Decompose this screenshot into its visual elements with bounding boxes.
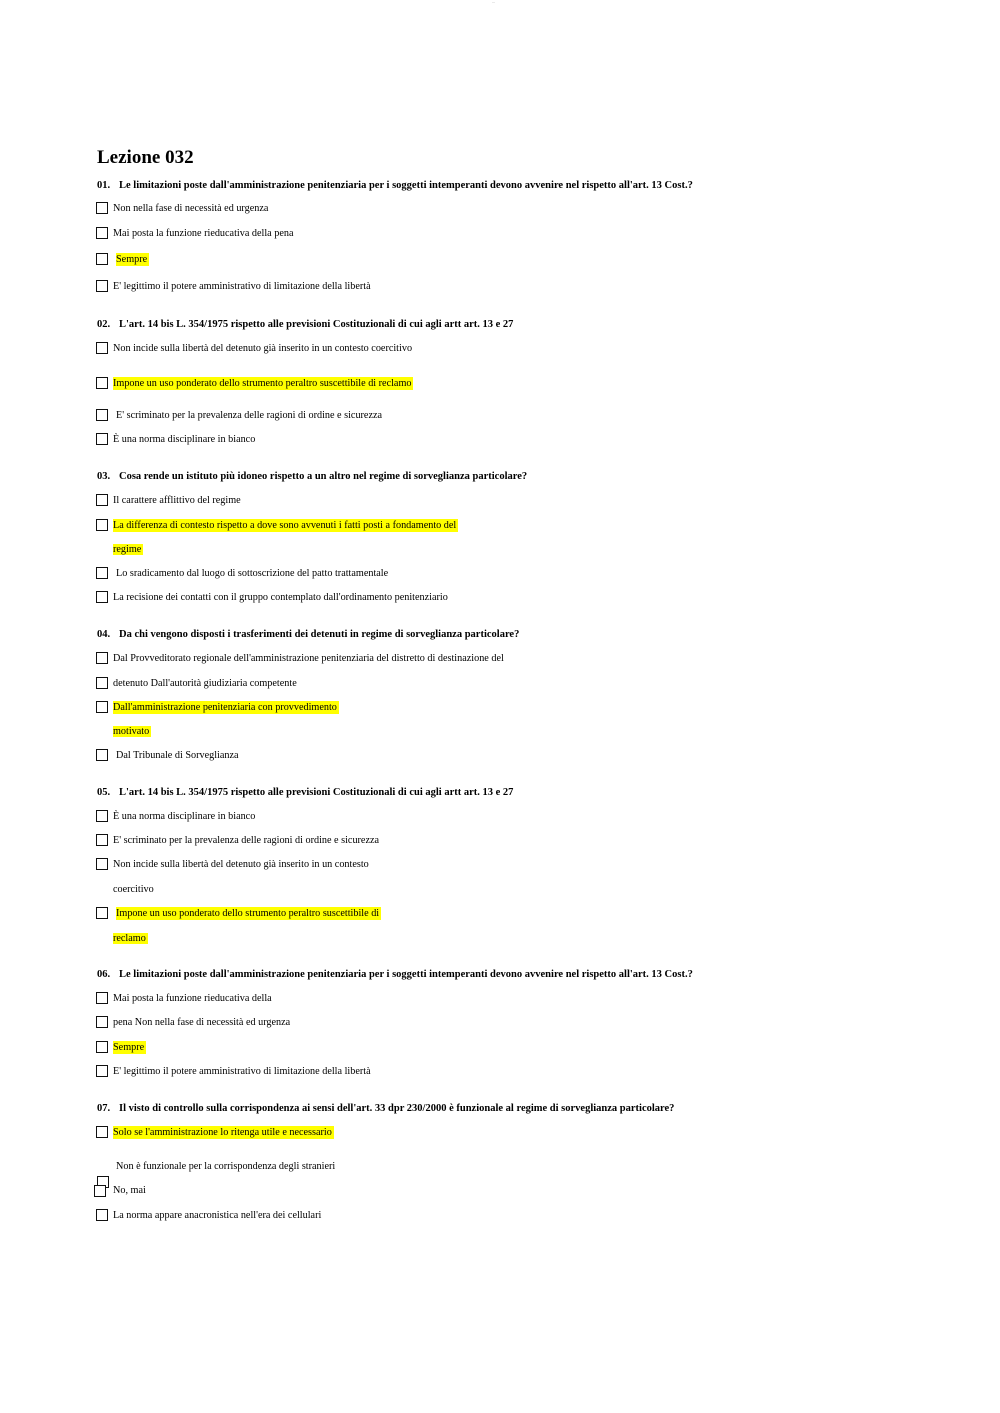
- lesson-title: Lezione 032: [97, 147, 194, 168]
- answer-label: Mai posta la funzione rieducativa della: [113, 993, 272, 1004]
- answer-checkbox[interactable]: [96, 202, 108, 214]
- answer-label-continuation: reclamo: [113, 933, 146, 944]
- answer-continuation-line: [113, 543, 143, 556]
- question-number: 07.: [97, 1103, 111, 1114]
- question-text: Cosa rende un istituto più idoneo rispetto a un altro nel regime di sorveglianza particolare?: [119, 471, 528, 482]
- answer-label-highlighted: Impone un uso ponderato dello strumento peraltro suscettibile di: [116, 908, 380, 919]
- answer-label: Il carattere afflittivo del regime: [113, 495, 241, 506]
- answer-checkbox[interactable]: [96, 567, 108, 579]
- answer-checkbox[interactable]: [96, 749, 108, 761]
- question-text: L'art. 14 bis L. 354/1975 rispetto alle previsioni Costituzionali di cui agli artt art. 13 e 27: [119, 787, 514, 798]
- answer-label: Non nella fase di necessità ed urgenza: [113, 203, 269, 214]
- answer-label: E' scriminato per la prevalenza delle ragioni di ordine e sicurezza: [113, 835, 380, 846]
- question-text: Le limitazioni poste dall'amministrazione penitenziaria per i soggetti intemperanti devono avvenire nel rispetto all'art. 13 Cost.?: [119, 180, 693, 191]
- answer-checkbox-overlap[interactable]: [94, 1185, 106, 1197]
- answer-label: Mai posta la funzione rieducativa della pena: [113, 228, 294, 239]
- question-number: 02.: [97, 319, 111, 330]
- answer-continuation-line: [113, 883, 154, 896]
- answer-label: Non è funzionale per la corrispondenza degli stranieri: [116, 1161, 336, 1172]
- answer-label-continuation: regime: [113, 544, 142, 555]
- answer-checkbox[interactable]: [96, 1041, 108, 1053]
- answer-label-highlighted: Impone un uso ponderato dello strumento peraltro suscettibile di reclamo: [113, 378, 412, 389]
- answer-label: E' legittimo il potere amministrativo di limitazione della libertà: [113, 281, 371, 292]
- question-2: [97, 318, 513, 332]
- question-number: 03.: [97, 471, 111, 482]
- answer-continuation-line: [113, 932, 148, 945]
- answer-checkbox[interactable]: [96, 519, 108, 531]
- answer-label-highlighted: Dall'amministrazione penitenziaria con provvedimento: [113, 702, 337, 713]
- answer-label-highlighted: Solo se l'amministrazione lo ritenga utile e necessario: [113, 1127, 332, 1138]
- answer-label: Dal Provveditorato regionale dell'amministrazione penitenziaria del distretto di destinazione del: [113, 653, 504, 664]
- answer-checkbox[interactable]: [96, 1065, 108, 1077]
- page-marker: —: [492, 0, 495, 4]
- question-7: [97, 1102, 674, 1116]
- answer-checkbox[interactable]: [96, 858, 108, 870]
- answer-label: La norma appare anacronistica nell'era dei cellulari: [113, 1210, 322, 1221]
- answer-checkbox[interactable]: [96, 227, 108, 239]
- answer-label: pena Non nella fase di necessità ed urgenza: [113, 1017, 291, 1028]
- answer-checkbox[interactable]: [96, 907, 108, 919]
- question-text: Il visto di controllo sulla corrispondenza ai sensi dell'art. 33 dpr 230/2000 è funzionale al regime di sorveglianza particolare?: [119, 1103, 675, 1114]
- question-3: [97, 470, 527, 484]
- answer-checkbox[interactable]: [96, 810, 108, 822]
- question-5: [97, 786, 513, 800]
- question-number: 06.: [97, 969, 111, 980]
- answer-label-continuation: coercitivo: [113, 884, 154, 895]
- answer-label: Lo sradicamento dal luogo di sottoscrizione del patto trattamentale: [116, 568, 389, 579]
- question-4: [97, 628, 519, 642]
- answer-checkbox[interactable]: [96, 494, 108, 506]
- answer-checkbox[interactable]: [96, 280, 108, 292]
- answer-checkbox[interactable]: [96, 377, 108, 389]
- question-text: Da chi vengono disposti i trasferimenti dei detenuti in regime di sorveglianza particolare?: [119, 629, 520, 640]
- answer-checkbox[interactable]: [96, 433, 108, 445]
- question-text: L'art. 14 bis L. 354/1975 rispetto alle previsioni Costituzionali di cui agli artt art. 13 e 27: [119, 319, 514, 330]
- answer-checkbox[interactable]: [96, 342, 108, 354]
- answer-label-highlighted: La differenza di contesto rispetto a dove sono avvenuti i fatti posti a fondamento del: [113, 520, 457, 531]
- answer-checkbox[interactable]: [96, 701, 108, 713]
- answer-label-highlighted: Sempre: [116, 254, 148, 265]
- answer-checkbox[interactable]: [96, 834, 108, 846]
- answer-checkbox[interactable]: [96, 677, 108, 689]
- answer-label: E' scriminato per la prevalenza delle ragioni di ordine e sicurezza: [116, 410, 383, 421]
- question-number: 01.: [97, 180, 111, 191]
- answer-checkbox[interactable]: [96, 1209, 108, 1221]
- answer-checkbox[interactable]: [96, 652, 108, 664]
- answer-label: Dal Tribunale di Sorveglianza: [116, 750, 239, 761]
- answer-label-continuation: motivato: [113, 726, 150, 737]
- question-number: 05.: [97, 787, 111, 798]
- question-text: Le limitazioni poste dall'amministrazione penitenziaria per i soggetti intemperanti devono avvenire nel rispetto all'art. 13 Cost.?: [119, 969, 693, 980]
- answer-checkbox[interactable]: [96, 992, 108, 1004]
- answer-label: No, mai: [113, 1185, 146, 1196]
- answer-label: Non incide sulla libertà del detenuto già inserito in un contesto coercitivo: [113, 343, 413, 354]
- answer-label-highlighted: Sempre: [113, 1042, 145, 1053]
- question-1: [97, 179, 693, 193]
- answer-label: Non incide sulla libertà del detenuto già inserito in un contesto: [113, 859, 369, 870]
- answer-label: detenuto Dall'autorità giudiziaria competente: [113, 678, 297, 689]
- answer-label: E' legittimo il potere amministrativo di limitazione della libertà: [113, 1066, 371, 1077]
- question-6: [97, 968, 693, 982]
- answer-checkbox[interactable]: [96, 1126, 108, 1138]
- answer-checkbox[interactable]: [96, 409, 108, 421]
- answer-label: È una norma disciplinare in bianco: [113, 434, 256, 445]
- question-number: 04.: [97, 629, 111, 640]
- answer-checkbox[interactable]: [96, 1016, 108, 1028]
- answer-label: La recisione dei contatti con il gruppo contemplato dall'ordinamento penitenziario: [113, 592, 448, 603]
- answer-label: È una norma disciplinare in bianco: [113, 811, 256, 822]
- answer-checkbox[interactable]: [96, 591, 108, 603]
- answer-checkbox[interactable]: [96, 253, 108, 265]
- answer-continuation-line: [113, 725, 151, 738]
